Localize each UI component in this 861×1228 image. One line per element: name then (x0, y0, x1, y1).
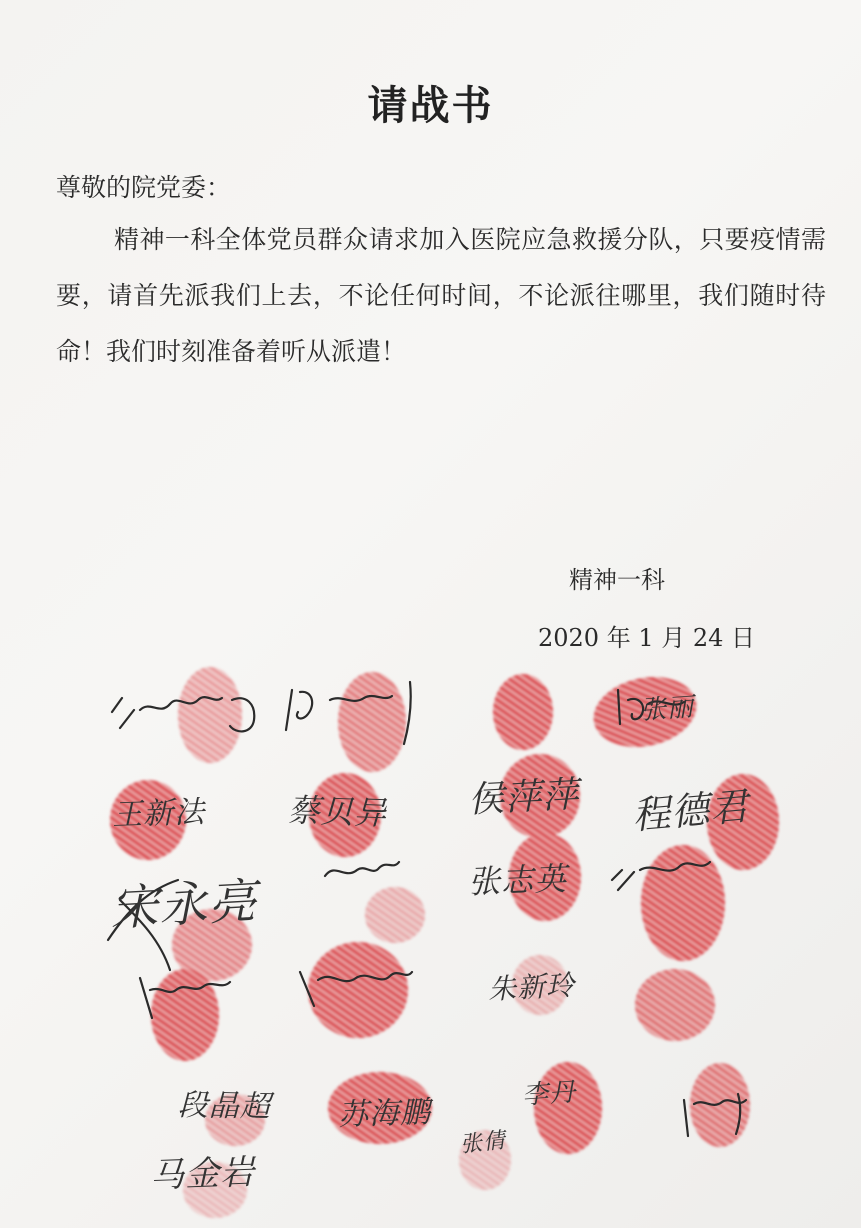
signature: 李丹 (521, 1077, 578, 1111)
signature: 程德君 (630, 783, 751, 838)
document-date: 2020 年 1 月 24 日 (538, 624, 756, 652)
fingerprint (493, 674, 553, 750)
signature: 段晶超 (177, 1088, 272, 1125)
petition-body: 精神一科全体党员群众请求加入医院应急救援分队，只要疫情需要，请首先派我们上去，不论任何时间，不论派往哪里，我们随时待命！我们时刻准备着听从派遣！ (56, 225, 826, 366)
signature-scribble (325, 862, 399, 876)
fingerprint (338, 672, 406, 772)
signature: 侯萍萍 (467, 774, 581, 821)
signature: 张倩 (458, 1128, 508, 1158)
signature: 马金岩 (149, 1152, 256, 1196)
signature: 蔡贝异 (287, 791, 388, 833)
signature: 苏海鹏 (337, 1094, 432, 1133)
signature: 朱新玲 (487, 968, 576, 1006)
fingerprint (635, 969, 715, 1041)
fingerprint (641, 845, 725, 961)
fingerprint (151, 969, 219, 1061)
page-title: 请战书 (367, 83, 494, 129)
signature: 张丽 (639, 692, 696, 726)
signature: 张志英 (467, 859, 568, 901)
salutation: 尊敬的院党委： (56, 173, 232, 202)
signature: 宋永亮 (108, 873, 259, 937)
fingerprint (178, 667, 242, 763)
fingerprint (308, 942, 408, 1038)
fingerprint (365, 887, 425, 943)
department-signature: 精神一科 (569, 566, 665, 594)
signature: 王新法 (111, 794, 206, 833)
